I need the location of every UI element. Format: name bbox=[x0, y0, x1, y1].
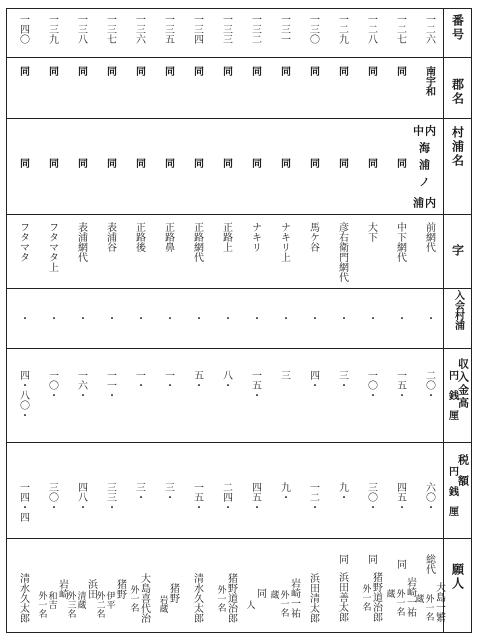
cell-shared: ・ bbox=[162, 313, 174, 323]
cell-revenue: 一・ bbox=[133, 370, 145, 390]
cell-no: 一三六 bbox=[133, 14, 145, 44]
cell-shared: ・ bbox=[365, 313, 377, 323]
cell-village: 同 bbox=[46, 158, 58, 168]
cell-shared: ・ bbox=[191, 313, 203, 323]
cell-no: 一二六 bbox=[423, 14, 435, 44]
cell-village: 同 bbox=[249, 158, 261, 168]
rule-after-revenue bbox=[6, 442, 472, 443]
cell-applicant: 同 岩崎一祐 外一名 蔵 bbox=[384, 559, 416, 617]
cell-aza: 正路鼻 bbox=[162, 222, 174, 252]
cell-aza: フタマタ上 bbox=[46, 222, 58, 272]
cell-county: 南宇和 bbox=[423, 66, 435, 96]
cell-village: 同 bbox=[365, 158, 377, 168]
cell-village: 同 bbox=[394, 158, 406, 168]
cell-revenue: 一〇・ bbox=[46, 370, 58, 400]
cell-no: 一二九 bbox=[336, 14, 348, 44]
rule-bottom bbox=[6, 632, 472, 633]
header-county: 郡名 bbox=[450, 78, 465, 106]
cell-aza: 前網代 bbox=[423, 222, 435, 252]
cell-tax: 一二・ bbox=[307, 482, 319, 512]
cell-tax: 一五・ bbox=[191, 482, 203, 512]
cell-shared: ・ bbox=[423, 313, 435, 323]
cell-aza: 表浦網代 bbox=[75, 222, 87, 262]
cell-shared: ・ bbox=[336, 313, 348, 323]
cell-aza: フタマタ bbox=[17, 222, 29, 262]
cell-tax: 二四・ bbox=[220, 482, 232, 512]
cell-revenue: 一六・ bbox=[75, 370, 87, 400]
cell-tax: 九・ bbox=[336, 482, 348, 502]
cell-county: 同 bbox=[104, 66, 116, 76]
cell-shared: ・ bbox=[133, 313, 145, 323]
village-merged: 中 内 海浦ノ 浦 内 bbox=[411, 124, 437, 210]
cell-village: 同 bbox=[191, 158, 203, 168]
cell-village: 同 bbox=[75, 158, 87, 168]
cell-applicant: 同 人 bbox=[244, 587, 266, 609]
cell-county: 同 bbox=[46, 66, 58, 76]
cell-aza: 表浦谷 bbox=[104, 222, 116, 252]
cell-village: 同 bbox=[336, 158, 348, 168]
cell-applicant: 大島喜代治 外一名 bbox=[128, 573, 150, 623]
cell-no: 一三三 bbox=[220, 14, 232, 44]
cell-aza: ナキリ bbox=[249, 222, 261, 252]
cell-tax: 六〇・ bbox=[423, 482, 435, 512]
cell-applicant: 同 浜田善太郎 bbox=[336, 554, 348, 622]
rule-right bbox=[471, 8, 472, 633]
header-applicant: 願人 bbox=[450, 563, 465, 591]
cell-applicant: 浜田清太郎 bbox=[307, 573, 319, 623]
cell-shared: ・ bbox=[17, 313, 29, 323]
cell-no: 一三一 bbox=[278, 14, 290, 44]
cell-applicant: 猪野道治郎 外一名 bbox=[215, 573, 237, 623]
cell-no: 一四〇 bbox=[17, 14, 29, 44]
cell-applicant: 清水久太郎 bbox=[17, 573, 29, 623]
cell-county: 同 bbox=[75, 66, 87, 76]
cell-aza: 正路後 bbox=[133, 222, 145, 252]
cell-revenue: 八・ bbox=[220, 370, 232, 390]
cell-aza: 中下網代 bbox=[394, 222, 406, 262]
header-number: 番号 bbox=[450, 14, 465, 42]
cell-aza: 彦右衛門網代 bbox=[336, 222, 348, 282]
cell-village: 同 bbox=[104, 158, 116, 168]
cell-village: 同 bbox=[133, 158, 145, 168]
cell-county: 同 bbox=[365, 66, 377, 76]
cell-shared: ・ bbox=[278, 313, 290, 323]
cell-county: 同 bbox=[249, 66, 261, 76]
cell-tax: 九・ bbox=[278, 482, 290, 502]
cell-applicant: 岩崎 和吉 外一名 bbox=[36, 578, 68, 618]
cell-shared: ・ bbox=[104, 313, 116, 323]
cell-aza: 大下 bbox=[365, 222, 377, 242]
cell-county: 同 bbox=[220, 66, 232, 76]
cell-revenue: 一〇・ bbox=[365, 370, 377, 400]
rule-after-number bbox=[6, 57, 472, 58]
cell-county: 同 bbox=[394, 66, 406, 76]
header-village: 村浦名 bbox=[450, 126, 465, 168]
cell-county: 同 bbox=[336, 66, 348, 76]
rule-after-village bbox=[6, 214, 472, 215]
cell-aza: ナキリ上 bbox=[278, 222, 290, 262]
cell-aza: 馬ケ谷 bbox=[307, 222, 319, 252]
cell-village: 同 bbox=[278, 158, 290, 168]
cell-applicant: 岩崎一祐 外一名 蔵 bbox=[268, 578, 300, 618]
cell-revenue: 四・八〇・ bbox=[17, 370, 29, 420]
cell-no: 一三〇 bbox=[307, 14, 319, 44]
cell-shared: ・ bbox=[46, 313, 58, 323]
cell-tax: 三・ bbox=[162, 482, 174, 502]
cell-no: 一二七 bbox=[394, 14, 406, 44]
cell-aza: 正路網代 bbox=[191, 222, 203, 262]
cell-village: 同 bbox=[17, 158, 29, 168]
cell-tax: 一四・四 bbox=[17, 482, 29, 522]
cell-aza: 正路上 bbox=[220, 222, 232, 252]
cell-revenue: 一一・ bbox=[104, 370, 116, 400]
cell-revenue: 一五・ bbox=[394, 370, 406, 400]
cell-revenue: 三 bbox=[278, 370, 290, 380]
cell-village: 同 bbox=[162, 158, 174, 168]
cell-tax: 四五・ bbox=[394, 482, 406, 512]
cell-no: 一三九 bbox=[46, 14, 58, 44]
cell-revenue: 一・ bbox=[162, 370, 174, 390]
rule-after-county bbox=[6, 118, 472, 119]
cell-tax: 四八・ bbox=[75, 482, 87, 512]
cell-no: 一二八 bbox=[365, 14, 377, 44]
cell-revenue: 四・ bbox=[307, 370, 319, 390]
cell-applicant: 猪野 伊平 外二名 bbox=[94, 578, 126, 618]
cell-tax: 三・ bbox=[133, 482, 145, 502]
cell-village: 同 bbox=[220, 158, 232, 168]
cell-no: 一三八 bbox=[75, 14, 87, 44]
header-revenue: 収入金高 円 銭 厘 bbox=[446, 358, 470, 422]
header-aza: 字 bbox=[450, 244, 465, 258]
cell-no: 一三四 bbox=[191, 14, 203, 44]
header-tax: 税 額 円 銭 厘 bbox=[446, 454, 470, 518]
cell-applicant: 浜田 清蔵 外三名 bbox=[65, 578, 97, 618]
cell-revenue: 二〇・ bbox=[423, 370, 435, 400]
rule-after-shared bbox=[6, 348, 472, 349]
header-shared: 入会村浦 bbox=[452, 290, 464, 330]
cell-shared: ・ bbox=[75, 313, 87, 323]
rule-top bbox=[6, 8, 472, 9]
rule-after-aza bbox=[6, 288, 472, 289]
cell-applicant: 猪野 岩蔵 bbox=[157, 583, 179, 613]
cell-no: 一三五 bbox=[162, 14, 174, 44]
cell-shared: ・ bbox=[307, 313, 319, 323]
cell-tax: 三〇・ bbox=[365, 482, 377, 512]
cell-applicant: 清水久太郎 bbox=[191, 573, 203, 623]
cell-county: 同 bbox=[307, 66, 319, 76]
cell-tax: 四五・ bbox=[249, 482, 261, 512]
rule-after-tax bbox=[6, 538, 472, 539]
cell-revenue: 一五・ bbox=[249, 370, 261, 400]
cell-no: 一三二 bbox=[249, 14, 261, 44]
cell-county: 同 bbox=[191, 66, 203, 76]
cell-shared: ・ bbox=[249, 313, 261, 323]
cell-tax: 三〇・ bbox=[46, 482, 58, 512]
rule-left bbox=[6, 8, 7, 633]
cell-county: 同 bbox=[133, 66, 145, 76]
cell-applicant: 総代 大島一繁 外一名 蔵 bbox=[413, 554, 445, 622]
cell-county: 同 bbox=[278, 66, 290, 76]
cell-tax: 三三・ bbox=[104, 482, 116, 512]
cell-revenue: 五・ bbox=[191, 370, 203, 390]
cell-county: 同 bbox=[17, 66, 29, 76]
cell-revenue: 三・ bbox=[336, 370, 348, 390]
cell-county: 同 bbox=[162, 66, 174, 76]
register-table bbox=[6, 8, 472, 634]
cell-village: 同 bbox=[307, 158, 319, 168]
cell-shared: ・ bbox=[220, 313, 232, 323]
cell-applicant: 同 猪野道治郎 外一名 bbox=[360, 554, 382, 622]
cell-no: 一三七 bbox=[104, 14, 116, 44]
cell-shared: ・ bbox=[394, 313, 406, 323]
